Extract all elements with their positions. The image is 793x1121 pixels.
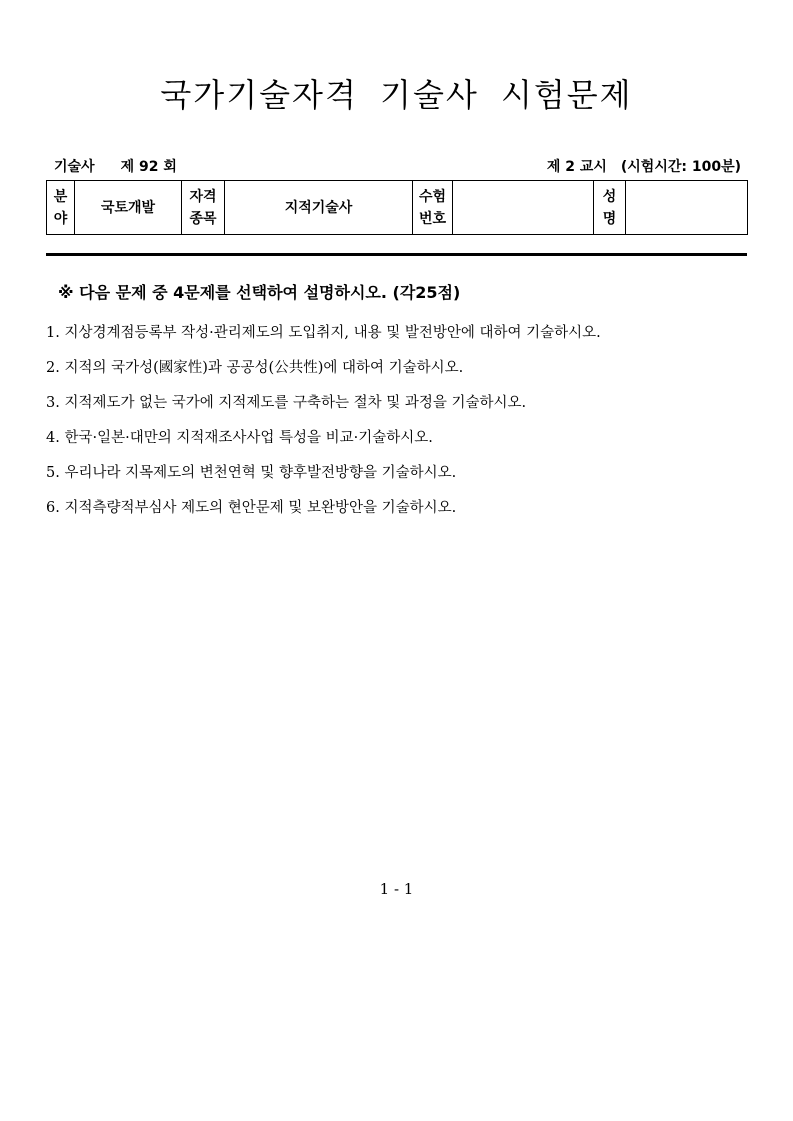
name-label: 성 명 xyxy=(594,181,626,235)
name-field[interactable] xyxy=(626,181,748,235)
qualification-label: 자격 종목 xyxy=(182,181,225,235)
question-item: 5. 우리나라 지목제도의 변천연혁 및 향후발전방향을 기술하시오. xyxy=(46,465,457,481)
exam-info-table xyxy=(46,180,748,235)
exam-meta-left xyxy=(54,156,177,176)
question-item: 3. 지적제도가 없는 국가에 지적제도를 구축하는 절차 및 과정을 기술하시오. xyxy=(46,395,527,411)
exam-meta-right xyxy=(547,156,741,176)
qualification-value: 지적기술사 xyxy=(225,181,413,235)
exam-round: 제 92 회 xyxy=(120,159,177,175)
exam-title: 국가기술자격 기술사 시험문제 xyxy=(160,76,633,114)
exam-category: 기술사 xyxy=(54,159,95,175)
question-item: 4. 한국·일본·대만의 지적재조사사업 특성을 비교·기술하시오. xyxy=(46,430,433,446)
exam-number-field[interactable] xyxy=(453,181,594,235)
page-number: 1 - 1 xyxy=(379,880,414,898)
instruction-text: ※ 다음 문제 중 4문제를 선택하여 설명하시오. (각25점) xyxy=(58,283,461,302)
field-value: 국토개발 xyxy=(75,181,182,235)
exam-session: 제 2 교시 xyxy=(546,159,607,175)
divider xyxy=(46,253,747,256)
question-item: 2. 지적의 국가성(國家性)과 공공성(公共性)에 대하여 기술하시오. xyxy=(46,360,464,376)
exam-number-label: 수험 번호 xyxy=(413,181,453,235)
question-list xyxy=(46,322,601,532)
field-label: 분 야 xyxy=(47,181,75,235)
question-item: 6. 지적측량적부심사 제도의 현안문제 및 보완방안을 기술하시오. xyxy=(46,500,457,516)
question-item: 1. 지상경계점등록부 작성·관리제도의 도입취지, 내용 및 발전방안에 대하여 기술하시오. xyxy=(46,325,601,341)
exam-duration: (시험시간: 100분) xyxy=(620,159,741,175)
